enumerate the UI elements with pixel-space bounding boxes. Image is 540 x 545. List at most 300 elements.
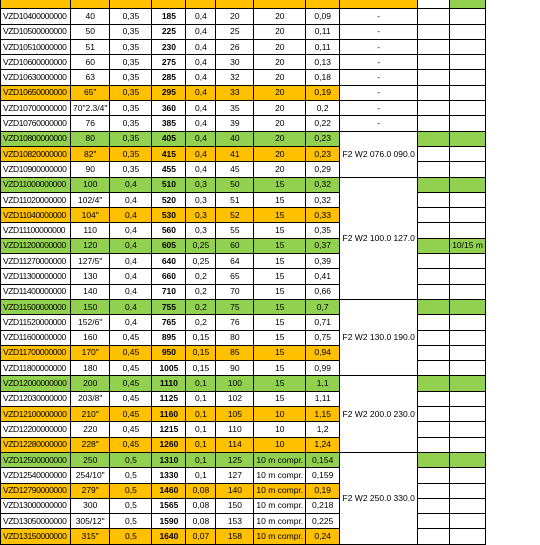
extra-cell (450, 85, 486, 100)
mass-cell: 0,11 (306, 24, 340, 39)
length-cell: 15 (254, 284, 306, 299)
header-cell (110, 0, 152, 9)
weight-cell: 295 (152, 85, 186, 100)
weight-cell: 520 (152, 192, 186, 207)
product-code-cell: VZD11800000000 (1, 361, 71, 376)
weight-cell: 605 (152, 238, 186, 253)
product-code-cell: VZD12280000000 (1, 437, 71, 452)
radius-cell: 90 (216, 361, 254, 376)
weight-cell: 1260 (152, 437, 186, 452)
extra-cell (450, 24, 486, 39)
extra-cell (418, 9, 450, 24)
length-cell: 20 (254, 9, 306, 24)
mass-cell: 0,19 (306, 483, 340, 498)
extra-cell (450, 116, 486, 131)
product-code-cell: VZD11500000000 (1, 299, 71, 314)
extra-cell (450, 391, 486, 406)
thickness-cell: 0,4 (110, 254, 152, 269)
thickness-cell: 0,45 (110, 376, 152, 391)
extra-cell (418, 345, 450, 360)
extra-cell (418, 116, 450, 131)
table-row (1, 39, 486, 54)
diameter-cell: 180 (71, 361, 110, 376)
extra-cell (450, 269, 486, 284)
spacing-cell: 0,2 (186, 299, 216, 314)
mass-cell: 1,15 (306, 407, 340, 422)
extra-cell (418, 452, 450, 467)
mass-cell: 0,159 (306, 468, 340, 483)
pack-length-label: 10/15 m (450, 238, 486, 253)
fitting-group-cell: F2 W2 100.0 127.0 (340, 177, 418, 299)
thickness-cell: 0,4 (110, 238, 152, 253)
weight-cell: 1460 (152, 483, 186, 498)
mass-cell: 0,218 (306, 498, 340, 513)
extra-cell (418, 208, 450, 223)
extra-cell (450, 483, 486, 498)
header-cell (254, 0, 306, 9)
spacing-cell: 0,08 (186, 514, 216, 529)
length-cell: 10 (254, 407, 306, 422)
mass-cell: 0,19 (306, 85, 340, 100)
thickness-cell: 0,4 (110, 269, 152, 284)
product-code-cell: VZD11400000000 (1, 284, 71, 299)
radius-cell: 32 (216, 70, 254, 85)
radius-cell: 125 (216, 452, 254, 467)
extra-cell (450, 284, 486, 299)
radius-cell: 45 (216, 162, 254, 177)
weight-cell: 275 (152, 55, 186, 70)
spacing-cell: 0,1 (186, 391, 216, 406)
description-cell: - (340, 70, 418, 85)
spacing-cell: 0,3 (186, 208, 216, 223)
thickness-cell: 0,45 (110, 422, 152, 437)
description-cell: - (340, 101, 418, 116)
length-cell: 15 (254, 238, 306, 253)
thickness-cell: 0,35 (110, 131, 152, 146)
thickness-cell: 0,35 (110, 146, 152, 161)
diameter-cell: 150 (71, 299, 110, 314)
mass-cell: 0,7 (306, 299, 340, 314)
spacing-cell: 0,2 (186, 284, 216, 299)
length-cell: 15 (254, 391, 306, 406)
fitting-group-cell: F2 W2 130.0 190.0 (340, 299, 418, 375)
radius-cell: 33 (216, 85, 254, 100)
weight-cell: 765 (152, 315, 186, 330)
diameter-cell: 100 (71, 177, 110, 192)
spacing-cell: 0,25 (186, 254, 216, 269)
diameter-cell: 305/12" (71, 514, 110, 529)
header-cell (216, 0, 254, 9)
extra-cell (418, 498, 450, 513)
thickness-cell: 0,35 (110, 24, 152, 39)
mass-cell: 0,32 (306, 177, 340, 192)
product-code-cell: VZD11600000000 (1, 330, 71, 345)
length-cell: 15 (254, 177, 306, 192)
length-cell: 15 (254, 361, 306, 376)
product-code-cell: VZD10500000000 (1, 24, 71, 39)
length-cell: 20 (254, 85, 306, 100)
mass-cell: 0,32 (306, 192, 340, 207)
thickness-cell: 0,35 (110, 9, 152, 24)
product-code-cell: VZD12100000000 (1, 407, 71, 422)
product-code-cell: VZD11000000000 (1, 177, 71, 192)
fitting-group-cell: F2 W2 250.0 330.0 (340, 452, 418, 544)
diameter-cell: 102/4" (71, 192, 110, 207)
diameter-cell: 300 (71, 498, 110, 513)
radius-cell: 52 (216, 208, 254, 223)
mass-cell: 0,66 (306, 284, 340, 299)
thickness-cell: 0,35 (110, 55, 152, 70)
spacing-cell: 0,4 (186, 39, 216, 54)
spacing-cell: 0,4 (186, 24, 216, 39)
product-code-cell: VZD12540000000 (1, 468, 71, 483)
diameter-cell: 152/6" (71, 315, 110, 330)
length-cell: 10 m compr. (254, 514, 306, 529)
diameter-cell: 228" (71, 437, 110, 452)
thickness-cell: 0,5 (110, 498, 152, 513)
spacing-cell: 0,1 (186, 422, 216, 437)
weight-cell: 230 (152, 39, 186, 54)
product-code-cell: VZD13150000000 (1, 529, 71, 544)
thickness-cell: 0,5 (110, 452, 152, 467)
extra-cell (450, 254, 486, 269)
mass-cell: 0,37 (306, 238, 340, 253)
spacing-cell: 0,4 (186, 146, 216, 161)
header-cell (450, 0, 486, 9)
extra-cell (450, 131, 486, 146)
header-cell (71, 0, 110, 9)
extra-cell (418, 162, 450, 177)
extra-cell (418, 529, 450, 544)
weight-cell: 660 (152, 269, 186, 284)
weight-cell: 385 (152, 116, 186, 131)
extra-cell (450, 452, 486, 467)
product-code-cell: VZD10820000000 (1, 146, 71, 161)
length-cell: 10 m compr. (254, 498, 306, 513)
mass-cell: 1,11 (306, 391, 340, 406)
diameter-cell: 80 (71, 131, 110, 146)
spacing-cell: 0,3 (186, 223, 216, 238)
header-cell (306, 0, 340, 9)
header-row (1, 0, 486, 9)
product-code-cell: VZD11200000000 (1, 238, 71, 253)
radius-cell: 153 (216, 514, 254, 529)
product-code-cell: VZD10630000000 (1, 70, 71, 85)
thickness-cell: 0,35 (110, 85, 152, 100)
weight-cell: 225 (152, 24, 186, 39)
thickness-cell: 0,5 (110, 529, 152, 544)
weight-cell: 1565 (152, 498, 186, 513)
spacing-cell: 0,25 (186, 238, 216, 253)
diameter-cell: 76 (71, 116, 110, 131)
radius-cell: 114 (216, 437, 254, 452)
product-code-cell: VZD11300000000 (1, 269, 71, 284)
diameter-cell: 63 (71, 70, 110, 85)
spacing-cell: 0,08 (186, 498, 216, 513)
extra-cell (418, 24, 450, 39)
extra-cell (450, 376, 486, 391)
mass-cell: 0,09 (306, 9, 340, 24)
description-cell: - (340, 116, 418, 131)
product-code-cell: VZD10800000000 (1, 131, 71, 146)
spacing-cell: 0,4 (186, 70, 216, 85)
spacing-cell: 0,15 (186, 361, 216, 376)
diameter-cell: 170" (71, 345, 110, 360)
weight-cell: 1640 (152, 529, 186, 544)
weight-cell: 1330 (152, 468, 186, 483)
extra-cell (450, 70, 486, 85)
table-row (1, 177, 486, 192)
radius-cell: 140 (216, 483, 254, 498)
length-cell: 15 (254, 208, 306, 223)
extra-cell (418, 391, 450, 406)
length-cell: 10 m compr. (254, 529, 306, 544)
length-cell: 20 (254, 101, 306, 116)
extra-cell (450, 330, 486, 345)
extra-cell (450, 177, 486, 192)
mass-cell: 0,41 (306, 269, 340, 284)
radius-cell: 20 (216, 9, 254, 24)
radius-cell: 85 (216, 345, 254, 360)
weight-cell: 1160 (152, 407, 186, 422)
extra-cell (418, 39, 450, 54)
mass-cell: 0,94 (306, 345, 340, 360)
extra-cell (418, 483, 450, 498)
radius-cell: 26 (216, 39, 254, 54)
spacing-cell: 0,1 (186, 468, 216, 483)
product-code-cell: VZD12030000000 (1, 391, 71, 406)
spacing-cell: 0,3 (186, 192, 216, 207)
weight-cell: 1110 (152, 376, 186, 391)
description-cell: - (340, 24, 418, 39)
radius-cell: 51 (216, 192, 254, 207)
product-code-cell: VZD12790000000 (1, 483, 71, 498)
length-cell: 15 (254, 330, 306, 345)
weight-cell: 405 (152, 131, 186, 146)
thickness-cell: 0,45 (110, 330, 152, 345)
thickness-cell: 0,45 (110, 391, 152, 406)
diameter-cell: 40 (71, 9, 110, 24)
header-cell (340, 0, 418, 9)
extra-cell (418, 146, 450, 161)
diameter-cell: 200 (71, 376, 110, 391)
spacing-cell: 0,15 (186, 345, 216, 360)
weight-cell: 185 (152, 9, 186, 24)
radius-cell: 41 (216, 146, 254, 161)
diameter-cell: 160 (71, 330, 110, 345)
length-cell: 15 (254, 269, 306, 284)
table-row (1, 131, 486, 146)
mass-cell: 0,35 (306, 223, 340, 238)
weight-cell: 950 (152, 345, 186, 360)
extra-cell (418, 85, 450, 100)
weight-cell: 285 (152, 70, 186, 85)
mass-cell: 0,39 (306, 254, 340, 269)
mass-cell: 0,24 (306, 529, 340, 544)
extra-cell (418, 55, 450, 70)
product-code-cell: VZD11270000000 (1, 254, 71, 269)
thickness-cell: 0,4 (110, 208, 152, 223)
extra-cell (450, 101, 486, 116)
spacing-cell: 0,1 (186, 452, 216, 467)
diameter-cell: 203/8" (71, 391, 110, 406)
header-cell (418, 0, 450, 9)
extra-cell (450, 468, 486, 483)
extra-cell (450, 315, 486, 330)
extra-cell (450, 162, 486, 177)
radius-cell: 35 (216, 101, 254, 116)
table-body (1, 0, 486, 544)
length-cell: 20 (254, 116, 306, 131)
length-cell: 10 m compr. (254, 468, 306, 483)
weight-cell: 1310 (152, 452, 186, 467)
extra-cell (450, 407, 486, 422)
weight-cell: 640 (152, 254, 186, 269)
fitting-group-cell: F2 W2 076.0 090.0 (340, 131, 418, 177)
header-cell (186, 0, 216, 9)
spacing-cell: 0,1 (186, 376, 216, 391)
diameter-cell: 120 (71, 238, 110, 253)
product-code-cell: VZD12200000000 (1, 422, 71, 437)
radius-cell: 50 (216, 177, 254, 192)
extra-cell (450, 422, 486, 437)
table-row (1, 85, 486, 100)
length-cell: 15 (254, 223, 306, 238)
length-cell: 10 m compr. (254, 483, 306, 498)
radius-cell: 105 (216, 407, 254, 422)
radius-cell: 30 (216, 55, 254, 70)
extra-cell (450, 208, 486, 223)
length-cell: 20 (254, 131, 306, 146)
product-code-cell: VZD10900000000 (1, 162, 71, 177)
diameter-cell: 210" (71, 407, 110, 422)
radius-cell: 110 (216, 422, 254, 437)
thickness-cell: 0,5 (110, 514, 152, 529)
length-cell: 15 (254, 345, 306, 360)
extra-cell (418, 315, 450, 330)
extra-cell (450, 192, 486, 207)
product-code-cell: VZD12000000000 (1, 376, 71, 391)
thickness-cell: 0,35 (110, 39, 152, 54)
length-cell: 10 m compr. (254, 452, 306, 467)
diameter-cell: 60 (71, 55, 110, 70)
table-row (1, 299, 486, 314)
mass-cell: 0,154 (306, 452, 340, 467)
diameter-cell: 104" (71, 208, 110, 223)
spacing-cell: 0,4 (186, 116, 216, 131)
mass-cell: 0,18 (306, 70, 340, 85)
weight-cell: 360 (152, 101, 186, 116)
extra-cell (418, 330, 450, 345)
extra-cell (418, 361, 450, 376)
extra-cell (418, 407, 450, 422)
description-cell: - (340, 85, 418, 100)
product-code-cell: VZD10760000000 (1, 116, 71, 131)
extra-cell (450, 9, 486, 24)
thickness-cell: 0,4 (110, 192, 152, 207)
extra-cell (418, 70, 450, 85)
length-cell: 15 (254, 315, 306, 330)
weight-cell: 1005 (152, 361, 186, 376)
extra-cell (418, 223, 450, 238)
thickness-cell: 0,4 (110, 223, 152, 238)
table-row (1, 116, 486, 131)
spacing-cell: 0,4 (186, 55, 216, 70)
extra-cell (418, 192, 450, 207)
table-row (1, 101, 486, 116)
radius-cell: 76 (216, 315, 254, 330)
table-row (1, 452, 486, 467)
product-code-cell: VZD11700000000 (1, 345, 71, 360)
product-code-cell: VZD12500000000 (1, 452, 71, 467)
length-cell: 20 (254, 162, 306, 177)
spacing-cell: 0,07 (186, 529, 216, 544)
product-code-cell: VZD11100000000 (1, 223, 71, 238)
mass-cell: 0,29 (306, 162, 340, 177)
spacing-cell: 0,08 (186, 483, 216, 498)
mass-cell: 0,23 (306, 146, 340, 161)
diameter-cell: 51 (71, 39, 110, 54)
mass-cell: 0,22 (306, 116, 340, 131)
radius-cell: 80 (216, 330, 254, 345)
extra-cell (450, 223, 486, 238)
length-cell: 20 (254, 39, 306, 54)
length-cell: 20 (254, 146, 306, 161)
extra-cell (450, 498, 486, 513)
extra-cell (450, 299, 486, 314)
weight-cell: 1215 (152, 422, 186, 437)
mass-cell: 0,75 (306, 330, 340, 345)
header-cell (152, 0, 186, 9)
description-cell: - (340, 9, 418, 24)
thickness-cell: 0,45 (110, 407, 152, 422)
extra-cell (418, 284, 450, 299)
mass-cell: 1,24 (306, 437, 340, 452)
diameter-cell: 65" (71, 85, 110, 100)
mass-cell: 1,1 (306, 376, 340, 391)
spacing-cell: 0,4 (186, 85, 216, 100)
length-cell: 20 (254, 55, 306, 70)
diameter-cell: 70"2.3/4" (71, 101, 110, 116)
diameter-cell: 50 (71, 24, 110, 39)
diameter-cell: 90 (71, 162, 110, 177)
extra-cell (418, 177, 450, 192)
extra-cell (418, 269, 450, 284)
length-cell: 15 (254, 299, 306, 314)
radius-cell: 75 (216, 299, 254, 314)
table-row (1, 55, 486, 70)
radius-cell: 64 (216, 254, 254, 269)
thickness-cell: 0,4 (110, 284, 152, 299)
length-cell: 20 (254, 24, 306, 39)
radius-cell: 39 (216, 116, 254, 131)
description-cell: - (340, 55, 418, 70)
radius-cell: 40 (216, 131, 254, 146)
diameter-cell: 110 (71, 223, 110, 238)
extra-cell (418, 468, 450, 483)
weight-cell: 895 (152, 330, 186, 345)
table-row (1, 70, 486, 85)
radius-cell: 60 (216, 238, 254, 253)
weight-cell: 560 (152, 223, 186, 238)
thickness-cell: 0,5 (110, 468, 152, 483)
weight-cell: 530 (152, 208, 186, 223)
diameter-cell: 254/10" (71, 468, 110, 483)
thickness-cell: 0,4 (110, 299, 152, 314)
diameter-cell: 220 (71, 422, 110, 437)
product-code-cell: VZD13050000000 (1, 514, 71, 529)
mass-cell: 0,225 (306, 514, 340, 529)
